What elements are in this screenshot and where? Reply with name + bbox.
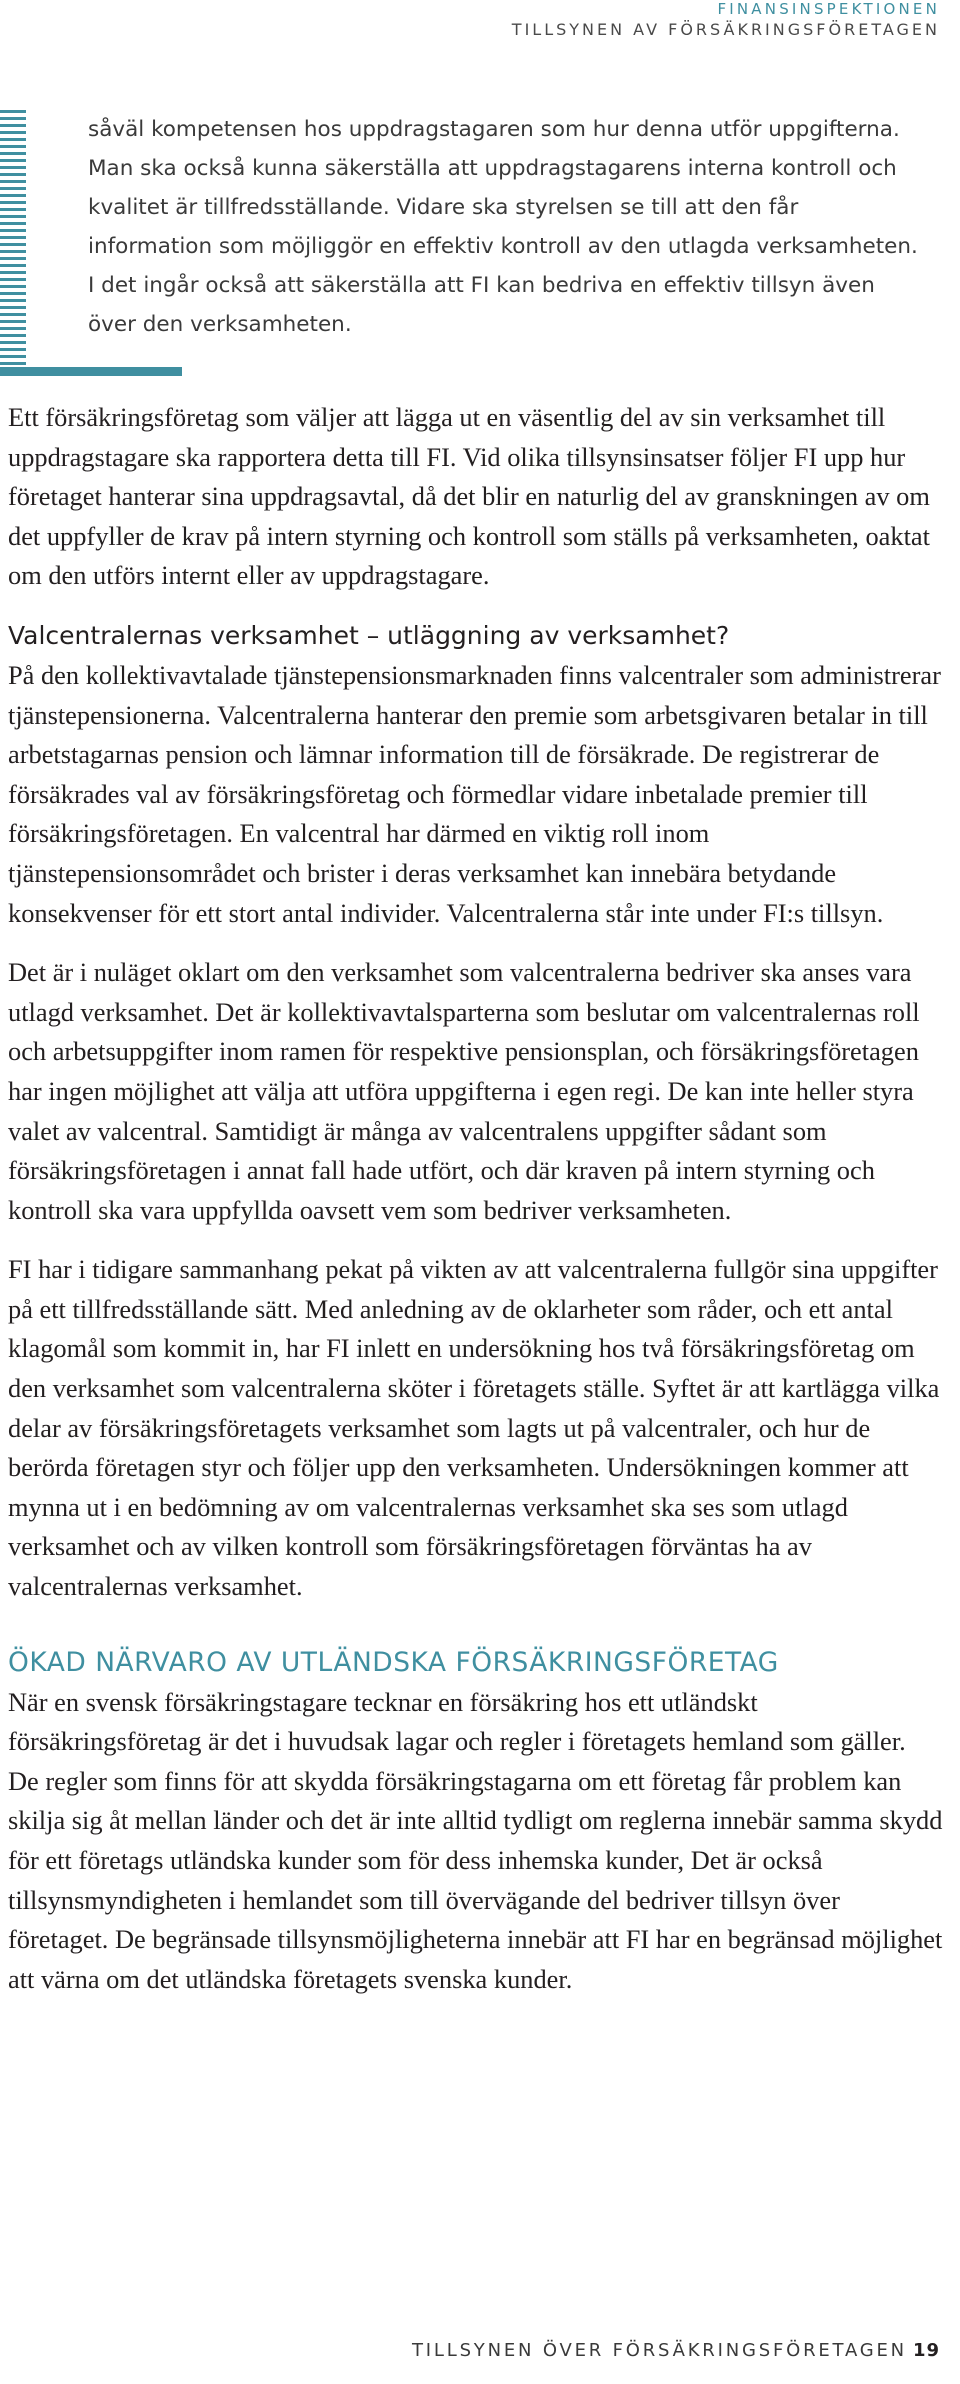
paragraph-valcentraler-unclear: Det är i nuläget oklart om den verksamhet som valcentralerna bedriver ska anses vara utlagd verksamhet. Det är kollektivavtalsparterna som beslutar om valcentralernas roll och arbetsuppgifter inom ramen för respektive pensionsplan, och försäkringsföretagen har ingen möjlighet att välja att utföra uppgifterna i egen regi. De kan inte heller styra valet av valcentral. Samtidigt är många av valcentralens uppgifter sådant som försäkringsföretagen i annat fall hade utfört, och där kraven på intern styrning och kontroll ska vara uppfyllda oavsett vem som bedriver verksamheten.: [8, 957, 920, 1225]
page-footer: [412, 2340, 940, 2361]
paragraph-outsourcing-report: Ett försäkringsföretag som väljer att lägga ut en väsentlig del av sin verksamhet till uppdragstagare ska rapportera detta till FI. Vid olika tillsynsinsatser följer FI upp hur företaget hanterar sina uppdragsavtal, då det blir en naturlig del av granskningen av om det uppfyller de krav på intern styrning och kontroll som ställs på verksamheten, oaktat om den utförs internt eller av uppdragstagare.: [8, 402, 930, 591]
fact-box-bar: [0, 367, 182, 376]
fact-box: [0, 110, 920, 376]
paragraph-valcentraler-investigation: FI har i tidigare sammanhang pekat på vikten av att valcentralerna fullgör sina uppgifter på ett tillfredsställande sätt. Med anledning av de oklarheter som råder, och ett antal klagomål som kommit in, har FI inlett en undersökning hos två försäkringsföretag om den verksamhet som valcentralerna sköter i företagets ställe. Syftet är att kartlägga vilka delar av försäkringsföretagets verksamhet som lagts ut på valcentraler, och hur de berörda företagen styr och följer upp den verksamheten. Undersökningen kommer att mynna ut i en bedömning av om valcentralernas verksamhet ska ses som utlagd verksamhet och av vilken kontroll som försäkringsföretagen förväntas ha av valcentralernas verksamhet.: [8, 1254, 940, 1602]
fact-box-paragraph: såväl kompetensen hos uppdragstagaren som hur denna utför uppgifterna. Man ska också kunna säkerställa att uppdragstagarens interna kontroll och kvalitet är tillfredsställande. Vidare ska styrelsen se till att den får information som möjliggör en effektiv kontroll av den utlagda verksamheten. I det ingår också att säkerställa att FI kan bedriva en effektiv tillsyn även över den verksamheten.: [88, 117, 918, 337]
publisher-name: FINANSINSPEKTIONEN: [717, 0, 940, 18]
stripe-decoration: [0, 110, 26, 365]
subheading-valcentraler: Valcentralernas verksamhet – utläggning av verksamhet?: [8, 620, 730, 650]
fact-box-text: [88, 110, 918, 344]
paragraph-foreign-insurers: När en svensk försäkringstagare tecknar en försäkring hos ett utländskt försäkringsföretag är det i huvudsak lagar och regler i företagets hemland som gäller. De regler som finns för att skydda försäkringstagarna om ett företag får problem kan skilja sig åt mellan länder och det är inte alltid tydligt om reglerna innebär samma skydd för ett företags utländska kunder som för dess inhemska kunder, Det är också tillsynsmyndigheten i hemlandet som till övervägande del bedriver tillsyn över företaget. De begränsade tillsynsmöjligheterna innebär att FI har en begränsad möjlighet att värna om det utländska företagets svenska kunder.: [8, 1686, 943, 1994]
running-header: [512, 0, 940, 42]
main-content: [8, 398, 943, 2019]
section-heading-foreign-insurers: ÖKAD NÄRVARO AV UTLÄNDSKA FÖRSÄKRINGSFÖRETAG: [8, 1646, 779, 1678]
report-title: TILLSYNEN AV FÖRSÄKRINGSFÖRETAGEN: [511, 20, 940, 39]
paragraph-valcentraler-intro: På den kollektivavtalade tjänstepensionsmarknaden finns valcentraler som administrerar tjänstepensionerna. Valcentralerna hanterar den premie som arbetsgivaren betalar in till arbetstagarnas pension och lämnar information till de försäkrade. De registrerar de försäkrades val av försäkringsföretag och förmedlar vidare inbetalade premier till försäkringsföretagen. En valcentral har därmed en viktig roll inom tjänstepensionsområdet och brister i deras verksamhet kan innebära betydande konsekvenser för ett stort antal individer. Valcentralerna står inte under FI:s tillsyn.: [8, 659, 941, 928]
page-number: 19: [912, 2340, 940, 2361]
footer-title: TILLSYNEN ÖVER FÖRSÄKRINGSFÖRETAGEN: [412, 2340, 907, 2361]
